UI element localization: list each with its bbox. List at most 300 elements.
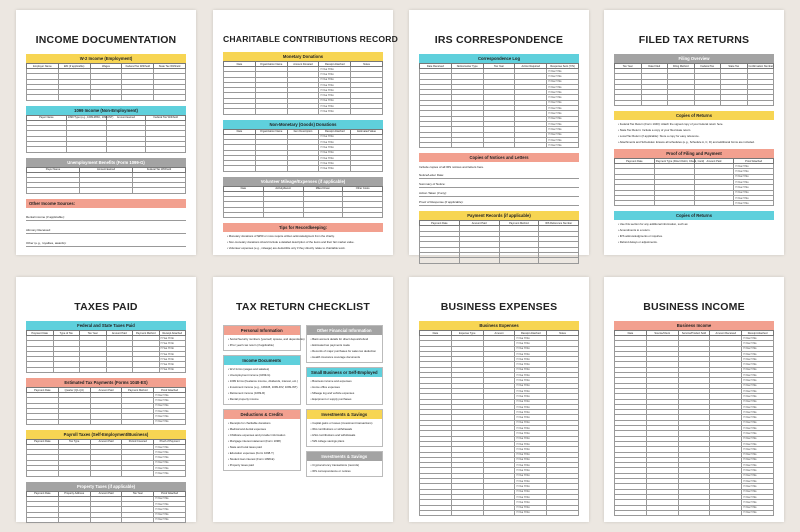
yes-no-checkbox[interactable]: ☐ Yes ☐ No [742, 351, 774, 356]
yes-no-checkbox[interactable]: ☐ Yes ☐ No [319, 82, 351, 87]
yes-no-checkbox[interactable]: ☐ Yes ☐ No [319, 77, 351, 82]
page-filed-tax-returns [604, 10, 784, 255]
section-header: Correspondence Log [419, 54, 579, 63]
yes-no-checkbox[interactable]: ☐ Yes ☐ No [515, 489, 547, 494]
yes-no-checkbox[interactable]: ☐ Yes ☐ No [154, 517, 186, 522]
section-header: Estimated Tax Payments (Forms 1040-ES) [26, 378, 186, 387]
column-header: Payment Method [133, 331, 160, 336]
table-cell [641, 100, 668, 105]
column-header: Organization Name [255, 129, 287, 134]
table-row [615, 100, 774, 105]
yes-no-checkbox[interactable]: ☐ Yes ☐ No [154, 408, 186, 413]
page-title: TAXES PAID [74, 301, 138, 313]
page-title: FILED TAX RETURNS [638, 34, 750, 46]
yes-no-checkbox[interactable]: ☐ Yes ☐ No [159, 367, 186, 372]
yes-no-checkbox[interactable]: ☐ Yes ☐ No [742, 510, 774, 515]
table-cell [90, 517, 122, 522]
yes-no-checkbox[interactable]: ☐ Yes ☐ No [515, 468, 547, 473]
checklist-item[interactable]: • State and local taxes paid [228, 445, 298, 449]
table-cell [27, 95, 59, 100]
table-cell [287, 166, 319, 171]
column-header: Proof Attached [154, 388, 186, 393]
table-cell [58, 95, 90, 100]
yes-no-checkbox[interactable]: ☐ Yes ☐ No [159, 357, 186, 362]
yes-no-checkbox[interactable]: ☐ Yes ☐ No [159, 341, 186, 346]
yes-no-checkbox[interactable]: ☐ Yes ☐ No [742, 494, 774, 499]
yes-no-checkbox[interactable]: ☐ Yes ☐ No [515, 447, 547, 452]
yes-no-checkbox[interactable]: ☐ Yes ☐ No [515, 341, 547, 346]
checklist-item[interactable]: • Rental property income [228, 397, 298, 401]
bullet: • Local Tax Return (if applicable): Store a copy for easy reference. [618, 134, 774, 138]
section-header: Volunteer Mileage/Expenses (if applicable) [223, 177, 383, 186]
checklist-box [306, 325, 384, 363]
yes-no-checkbox[interactable]: ☐ Yes ☐ No [547, 90, 579, 95]
checklist-item[interactable]: • Student loan interest (Form 1098-E) [228, 457, 298, 461]
yes-no-checkbox[interactable]: ☐ Yes ☐ No [154, 393, 186, 398]
yes-no-checkbox[interactable]: ☐ Yes ☐ No [742, 415, 774, 420]
checklist-box [223, 409, 301, 471]
table-cell [146, 147, 186, 152]
yes-no-checkbox[interactable]: ☐ Yes ☐ No [734, 164, 774, 169]
yes-no-checkbox[interactable]: ☐ Yes ☐ No [154, 466, 186, 471]
yes-no-checkbox[interactable]: ☐ Yes ☐ No [515, 410, 547, 415]
table-row [420, 510, 579, 515]
column-header: Date [420, 331, 452, 336]
checklist-item[interactable]: • Cryptocurrency transactions (records) [311, 463, 381, 467]
checklist-item[interactable]: • Prior year's tax return (if applicable) [228, 343, 298, 347]
yes-no-checkbox[interactable]: ☐ Yes ☐ No [734, 190, 774, 195]
yes-no-checkbox[interactable]: ☐ Yes ☐ No [742, 479, 774, 484]
yes-no-checkbox[interactable]: ☐ Yes ☐ No [742, 426, 774, 431]
yes-no-checkbox[interactable]: ☐ Yes ☐ No [515, 378, 547, 383]
yes-no-checkbox[interactable]: ☐ Yes ☐ No [515, 441, 547, 446]
checklist-item[interactable]: • IRA contributions or withdrawals [311, 427, 381, 431]
checklist-item[interactable]: • Capital gains or losses (investment transactions) [311, 421, 381, 425]
column-header: Activity/Event [263, 186, 303, 191]
column-header: Federal Tax Withheld [146, 115, 186, 120]
bullet: • Refund delays or adjustments. [618, 240, 774, 244]
yes-no-checkbox[interactable]: ☐ Yes ☐ No [515, 420, 547, 425]
yes-no-checkbox[interactable]: ☐ Yes ☐ No [734, 179, 774, 184]
checklist-box-title: Other Financial Information [307, 326, 383, 335]
tip: • Non-monetary donations should include a detailed description of the items and their fair market value. [227, 240, 383, 244]
yes-no-checkbox[interactable]: ☐ Yes ☐ No [319, 139, 351, 144]
table-cell [133, 367, 160, 372]
yes-no-checkbox[interactable]: ☐ Yes ☐ No [319, 93, 351, 98]
yes-no-checkbox[interactable]: ☐ Yes ☐ No [547, 69, 579, 74]
column-header: Tax Year [122, 491, 154, 496]
yes-no-checkbox[interactable]: ☐ Yes ☐ No [515, 431, 547, 436]
table-cell [451, 143, 483, 148]
checklist-item[interactable]: • Mortgage interest statement (Form 1098) [228, 439, 298, 443]
yes-no-checkbox[interactable]: ☐ Yes ☐ No [742, 373, 774, 378]
table-cell [459, 258, 499, 263]
checklist-box-title: Small Business or Self-Employed [307, 368, 383, 377]
checklist-item[interactable]: • Medical and dental expenses [228, 427, 298, 431]
yes-no-checkbox[interactable]: ☐ Yes ☐ No [319, 166, 351, 171]
section-header: Copies of Notices and Letters [419, 153, 579, 162]
table-row [224, 212, 383, 217]
yes-no-checkbox[interactable]: ☐ Yes ☐ No [742, 463, 774, 468]
section-header: Payment Records (if applicable) [419, 211, 579, 220]
table-cell [27, 419, 59, 424]
yes-no-checkbox[interactable]: ☐ Yes ☐ No [154, 403, 186, 408]
column-header: Receipt Attached [159, 331, 186, 336]
table-cell [122, 95, 154, 100]
yes-no-checkbox[interactable]: ☐ Yes ☐ No [515, 404, 547, 409]
yes-no-checkbox[interactable]: ☐ Yes ☐ No [547, 79, 579, 84]
yes-no-checkbox[interactable]: ☐ Yes ☐ No [742, 441, 774, 446]
table-row [27, 517, 186, 522]
column-header: Amount Paid [90, 439, 122, 444]
yes-no-checkbox[interactable]: ☐ Yes ☐ No [154, 501, 186, 506]
checklist-item[interactable]: • Equipment or supply purchases [311, 397, 381, 401]
checklist-right-column [306, 321, 384, 477]
checklist-item[interactable]: • Mileage log and vehicle expenses [311, 391, 381, 395]
column-header: Payer Name [27, 115, 67, 120]
checklist-item[interactable]: • Business income and expenses [311, 379, 381, 383]
checklist-item[interactable]: • Records of major purchases for sales tax deduction [311, 349, 381, 353]
yes-no-checkbox[interactable]: ☐ Yes ☐ No [734, 195, 774, 200]
section-header: Other Income Sources: [26, 199, 186, 208]
checklist-item[interactable]: • HSA contributions and withdrawals [311, 433, 381, 437]
column-header: Other Costs [343, 186, 383, 191]
yes-no-checkbox[interactable]: ☐ Yes ☐ No [742, 505, 774, 510]
column-header: Item Description [287, 129, 319, 134]
checklist-box-title: Personal Information [224, 326, 300, 335]
yes-no-checkbox[interactable]: ☐ Yes ☐ No [742, 473, 774, 478]
section-header: Property Taxes (if applicable) [26, 482, 186, 491]
column-header: Date [224, 186, 264, 191]
yes-no-checkbox[interactable]: ☐ Yes ☐ No [154, 496, 186, 501]
table-cell [58, 419, 90, 424]
checklist-item[interactable]: • W-2 forms (wages and salaries) [228, 367, 298, 371]
table-cell [483, 510, 515, 515]
yes-no-checkbox[interactable]: ☐ Yes ☐ No [319, 109, 351, 114]
yes-no-checkbox[interactable]: ☐ Yes ☐ No [154, 460, 186, 465]
yes-no-checkbox[interactable]: ☐ Yes ☐ No [154, 455, 186, 460]
yes-no-checkbox[interactable]: ☐ Yes ☐ No [515, 463, 547, 468]
table-cell [58, 471, 90, 476]
yes-no-checkbox[interactable]: ☐ Yes ☐ No [515, 362, 547, 367]
yes-no-checkbox[interactable]: ☐ Yes ☐ No [734, 185, 774, 190]
column-header: Notice/Letter Type [451, 64, 483, 69]
table-row [615, 201, 774, 206]
page-title: BUSINESS INCOME [643, 301, 745, 313]
yes-no-checkbox[interactable]: ☐ Yes ☐ No [515, 415, 547, 420]
table-row [27, 419, 186, 424]
yes-no-checkbox[interactable]: ☐ Yes ☐ No [742, 484, 774, 489]
yes-no-checkbox[interactable]: ☐ Yes ☐ No [742, 362, 774, 367]
column-header: Amount Paid [106, 331, 133, 336]
unemployment-table [26, 167, 186, 194]
page-title: INCOME DOCUMENTATION [35, 34, 177, 46]
yes-no-checkbox[interactable]: ☐ Yes ☐ No [742, 399, 774, 404]
yes-no-checkbox[interactable]: ☐ Yes ☐ No [319, 104, 351, 109]
yes-no-checkbox[interactable]: ☐ Yes ☐ No [547, 137, 579, 142]
column-header: Proof of Payment [154, 439, 186, 444]
estimated-table [26, 387, 186, 425]
yes-no-checkbox[interactable]: ☐ Yes ☐ No [515, 394, 547, 399]
yes-no-checkbox[interactable]: ☐ Yes ☐ No [547, 95, 579, 100]
table-cell [263, 212, 303, 217]
yes-no-checkbox[interactable]: ☐ Yes ☐ No [319, 155, 351, 160]
form-line: Include copies of all IRS notices and letters here. [419, 165, 485, 170]
table-cell [27, 147, 67, 152]
yes-no-checkbox[interactable]: ☐ Yes ☐ No [154, 507, 186, 512]
checklist-box [306, 409, 384, 447]
yes-no-checkbox[interactable]: ☐ Yes ☐ No [319, 161, 351, 166]
bullet: • Attachments and Schedules: Ensure all schedules (e.g., Schedule A, C, D) and additional forms are included. [618, 140, 774, 144]
yes-no-checkbox[interactable]: ☐ Yes ☐ No [515, 479, 547, 484]
yes-no-checkbox[interactable]: ☐ Yes ☐ No [547, 84, 579, 89]
yes-no-checkbox[interactable]: ☐ Yes ☐ No [742, 336, 774, 341]
column-header: Notes [351, 62, 383, 67]
column-header: Date [224, 62, 256, 67]
yes-no-checkbox[interactable]: ☐ Yes ☐ No [742, 436, 774, 441]
yes-no-checkbox[interactable]: ☐ Yes ☐ No [515, 510, 547, 515]
bullet: • IRS acknowledgments or inquiries. [618, 234, 774, 238]
property-table [26, 491, 186, 523]
checklist-item[interactable]: • Bank account details for direct deposit/refund [311, 337, 381, 341]
yes-no-checkbox[interactable]: ☐ Yes ☐ No [742, 489, 774, 494]
table-cell [255, 109, 287, 114]
yes-no-checkbox[interactable]: ☐ Yes ☐ No [547, 143, 579, 148]
column-header: Payment Type (Direct Debit, Check, Card) [655, 159, 705, 163]
checklist-item[interactable]: • Education expenses (Form 1098-T) [228, 451, 298, 455]
bullet: • Amendments to a return. [618, 228, 774, 232]
yes-no-checkbox[interactable]: ☐ Yes ☐ No [159, 336, 186, 341]
table-cell [420, 510, 452, 515]
section-header: Non-Monetary (Goods) Donations [223, 120, 383, 129]
yes-no-checkbox[interactable]: ☐ Yes ☐ No [547, 116, 579, 121]
yes-no-checkbox[interactable]: ☐ Yes ☐ No [742, 383, 774, 388]
table-row [224, 109, 383, 114]
yes-no-checkbox[interactable]: ☐ Yes ☐ No [154, 471, 186, 476]
table-cell [654, 201, 694, 206]
column-header: Federal Tax Withheld [133, 167, 186, 172]
checklist-item[interactable]: • Estimated tax payments made [311, 343, 381, 347]
section-header: Monetary Donations [223, 52, 383, 61]
table-cell [255, 166, 287, 171]
yes-no-checkbox[interactable]: ☐ Yes ☐ No [742, 468, 774, 473]
yes-no-checkbox[interactable]: ☐ Yes ☐ No [515, 383, 547, 388]
table-cell [646, 510, 678, 515]
page-title: CHARITABLE CONTRIBUTIONS RECORD [223, 34, 399, 44]
yes-no-checkbox[interactable]: ☐ Yes ☐ No [154, 419, 186, 424]
yes-no-checkbox[interactable]: ☐ Yes ☐ No [547, 127, 579, 132]
yes-no-checkbox[interactable]: ☐ Yes ☐ No [319, 134, 351, 139]
yes-no-checkbox[interactable]: ☐ Yes ☐ No [319, 72, 351, 77]
yes-no-checkbox[interactable]: ☐ Yes ☐ No [159, 362, 186, 367]
checklist-item[interactable]: • Unemployment income (1099-G) [228, 373, 298, 377]
column-header: Service/Product Sold [678, 331, 710, 336]
table-cell [106, 147, 146, 152]
yes-no-checkbox[interactable]: ☐ Yes ☐ No [515, 500, 547, 505]
yes-no-checkbox[interactable]: ☐ Yes ☐ No [319, 145, 351, 150]
yes-no-checkbox[interactable]: ☐ Yes ☐ No [742, 404, 774, 409]
yes-no-checkbox[interactable]: ☐ Yes ☐ No [742, 420, 774, 425]
yes-no-checkbox[interactable]: ☐ Yes ☐ No [515, 494, 547, 499]
table-cell [154, 95, 186, 100]
column-header: Response Sent (Y/N) [547, 64, 579, 69]
column-header: Amount Paid [694, 159, 734, 164]
yes-no-checkbox[interactable]: ☐ Yes ☐ No [547, 74, 579, 79]
yes-no-checkbox[interactable]: ☐ Yes ☐ No [547, 111, 579, 116]
yes-no-checkbox[interactable]: ☐ Yes ☐ No [515, 336, 547, 341]
table-cell [351, 109, 383, 114]
section-header: Copies of Returns [614, 211, 774, 220]
yes-no-checkbox[interactable]: ☐ Yes ☐ No [742, 357, 774, 362]
table-cell [721, 100, 748, 105]
column-header: Expense Type [451, 331, 483, 336]
table-cell [122, 517, 154, 522]
table-cell [224, 212, 264, 217]
column-header: Payment Date [27, 491, 59, 496]
yes-no-checkbox[interactable]: ☐ Yes ☐ No [159, 346, 186, 351]
checklist-item[interactable]: • Investment income (e.g., 1099-B, 1099-DIV, 1099-INT) [228, 385, 298, 389]
checklist-item[interactable]: • Childcare expenses and provider information [228, 433, 298, 437]
table-cell [53, 367, 80, 372]
section-header: Payroll Taxes (Self-Employment/Business) [26, 430, 186, 439]
yes-no-checkbox[interactable]: ☐ Yes ☐ No [742, 367, 774, 372]
column-header: Amount Donated [287, 62, 319, 67]
yes-no-checkbox[interactable]: ☐ Yes ☐ No [515, 351, 547, 356]
yes-no-checkbox[interactable]: ☐ Yes ☐ No [742, 394, 774, 399]
form-line: Summary of Notice: [419, 180, 579, 188]
yes-no-checkbox[interactable]: ☐ Yes ☐ No [154, 444, 186, 449]
column-header: Wages [90, 64, 122, 69]
yes-no-checkbox[interactable]: ☐ Yes ☐ No [742, 452, 774, 457]
tip: • Monetary donations of $250 or more require written acknowledgment from the charity. [227, 234, 383, 238]
checklist-item[interactable]: • Home office expenses [311, 385, 381, 389]
checklist-item[interactable]: • 529 college savings plans [311, 439, 381, 443]
yes-no-checkbox[interactable]: ☐ Yes ☐ No [515, 426, 547, 431]
yes-no-checkbox[interactable]: ☐ Yes ☐ No [734, 174, 774, 179]
page-business-expenses [409, 277, 589, 522]
table-cell [710, 510, 742, 515]
yes-no-checkbox[interactable]: ☐ Yes ☐ No [742, 378, 774, 383]
column-header: Date [224, 129, 256, 134]
table-cell [483, 143, 515, 148]
column-header: Payment Method [499, 221, 539, 226]
table-cell [303, 212, 343, 217]
checklist-box-title: Investments & Savings [307, 452, 383, 461]
page-charitable-contributions [213, 10, 399, 255]
column-header: Amount Paid [90, 491, 122, 496]
yes-no-checkbox[interactable]: ☐ Yes ☐ No [547, 100, 579, 105]
section-header: 1099 Income (Non-Employment) [26, 106, 186, 115]
checklist-box [306, 367, 384, 405]
yes-no-checkbox[interactable]: ☐ Yes ☐ No [515, 367, 547, 372]
yes-no-checkbox[interactable]: ☐ Yes ☐ No [154, 398, 186, 403]
table-cell [90, 471, 122, 476]
table-cell [515, 143, 547, 148]
yes-no-checkbox[interactable]: ☐ Yes ☐ No [742, 346, 774, 351]
yes-no-checkbox[interactable]: ☐ Yes ☐ No [742, 410, 774, 415]
column-header: Miles Driven [303, 186, 343, 191]
yes-no-checkbox[interactable]: ☐ Yes ☐ No [742, 500, 774, 505]
yes-no-checkbox[interactable]: ☐ Yes ☐ No [319, 150, 351, 155]
table-cell [499, 258, 539, 263]
checklist-box [223, 355, 301, 405]
checklist-left-column [223, 321, 305, 477]
table-row [27, 188, 186, 193]
yes-no-checkbox[interactable]: ☐ Yes ☐ No [515, 457, 547, 462]
yes-no-checkbox[interactable]: ☐ Yes ☐ No [547, 121, 579, 126]
yes-no-checkbox[interactable]: ☐ Yes ☐ No [515, 388, 547, 393]
form-line: Action Taken (if any): [419, 189, 579, 197]
yes-no-checkbox[interactable]: ☐ Yes ☐ No [515, 373, 547, 378]
yes-no-checkbox[interactable]: ☐ Yes ☐ No [319, 98, 351, 103]
table-cell [27, 517, 59, 522]
column-header: Filing Method [668, 64, 695, 69]
yes-no-checkbox[interactable]: ☐ Yes ☐ No [515, 346, 547, 351]
yes-no-checkbox[interactable]: ☐ Yes ☐ No [742, 431, 774, 436]
yes-no-checkbox[interactable]: ☐ Yes ☐ No [547, 132, 579, 137]
checklist-item[interactable]: • Property taxes paid [228, 463, 298, 467]
yes-no-checkbox[interactable]: ☐ Yes ☐ No [159, 351, 186, 356]
checklist-item[interactable]: • Retirement income (1099-R) [228, 391, 298, 395]
checklist-item[interactable]: • IRS correspondence or notices [311, 469, 381, 473]
yes-no-checkbox[interactable]: ☐ Yes ☐ No [547, 106, 579, 111]
column-header: Amount Received [710, 331, 742, 336]
yes-no-checkbox[interactable]: ☐ Yes ☐ No [319, 67, 351, 72]
yes-no-checkbox[interactable]: ☐ Yes ☐ No [734, 169, 774, 174]
checklist-item[interactable]: • Social Security numbers (yourself, spouse, and dependents) [228, 337, 298, 341]
checklist-item[interactable]: • Health insurance coverage documents [311, 355, 381, 359]
table-cell [58, 517, 90, 522]
table-cell [133, 188, 186, 193]
table-cell [351, 166, 383, 171]
yes-no-checkbox[interactable]: ☐ Yes ☐ No [515, 436, 547, 441]
correspondence-log [419, 63, 579, 148]
filing-overview [614, 63, 774, 106]
yes-no-checkbox[interactable]: ☐ Yes ☐ No [515, 399, 547, 404]
column-header: Federal Tax Withheld [122, 64, 154, 69]
checklist-item[interactable]: • Receipts for charitable donations [228, 421, 298, 425]
yes-no-checkbox[interactable]: ☐ Yes ☐ No [734, 201, 774, 206]
section-header: W-2 Income (Employment) [26, 54, 186, 63]
column-header: Receipt Attached [742, 331, 774, 336]
table-cell [224, 166, 256, 171]
yes-no-checkbox[interactable]: ☐ Yes ☐ No [515, 452, 547, 457]
yes-no-checkbox[interactable]: ☐ Yes ☐ No [154, 512, 186, 517]
section-header: Unemployment Benefits (Form 1099-G) [26, 158, 186, 167]
yes-no-checkbox[interactable]: ☐ Yes ☐ No [742, 457, 774, 462]
table-cell [27, 471, 59, 476]
table-cell [27, 188, 80, 193]
bullet: • Federal Tax Return (Form 1040): Attach the signed copy of your federal return here. [618, 122, 774, 126]
column-header: Federal Tax [694, 64, 721, 69]
table-cell [343, 212, 383, 217]
yes-no-checkbox[interactable]: ☐ Yes ☐ No [742, 388, 774, 393]
page-title: TAX RETURN CHECKLIST [236, 301, 370, 313]
yes-no-checkbox[interactable]: ☐ Yes ☐ No [319, 88, 351, 93]
yes-no-checkbox[interactable]: ☐ Yes ☐ No [515, 484, 547, 489]
yes-no-checkbox[interactable]: ☐ Yes ☐ No [742, 447, 774, 452]
yes-no-checkbox[interactable]: ☐ Yes ☐ No [154, 414, 186, 419]
yes-no-checkbox[interactable]: ☐ Yes ☐ No [515, 357, 547, 362]
column-header: State Tax [721, 64, 748, 69]
yes-no-checkbox[interactable]: ☐ Yes ☐ No [515, 473, 547, 478]
checklist-item[interactable]: • 1099 forms (freelance income, dividends, interest, etc.) [228, 379, 298, 383]
mileage-table [223, 186, 383, 218]
yes-no-checkbox[interactable]: ☐ Yes ☐ No [742, 341, 774, 346]
yes-no-checkbox[interactable]: ☐ Yes ☐ No [154, 450, 186, 455]
yes-no-checkbox[interactable]: ☐ Yes ☐ No [515, 505, 547, 510]
column-header: Amount Earned [80, 167, 133, 172]
